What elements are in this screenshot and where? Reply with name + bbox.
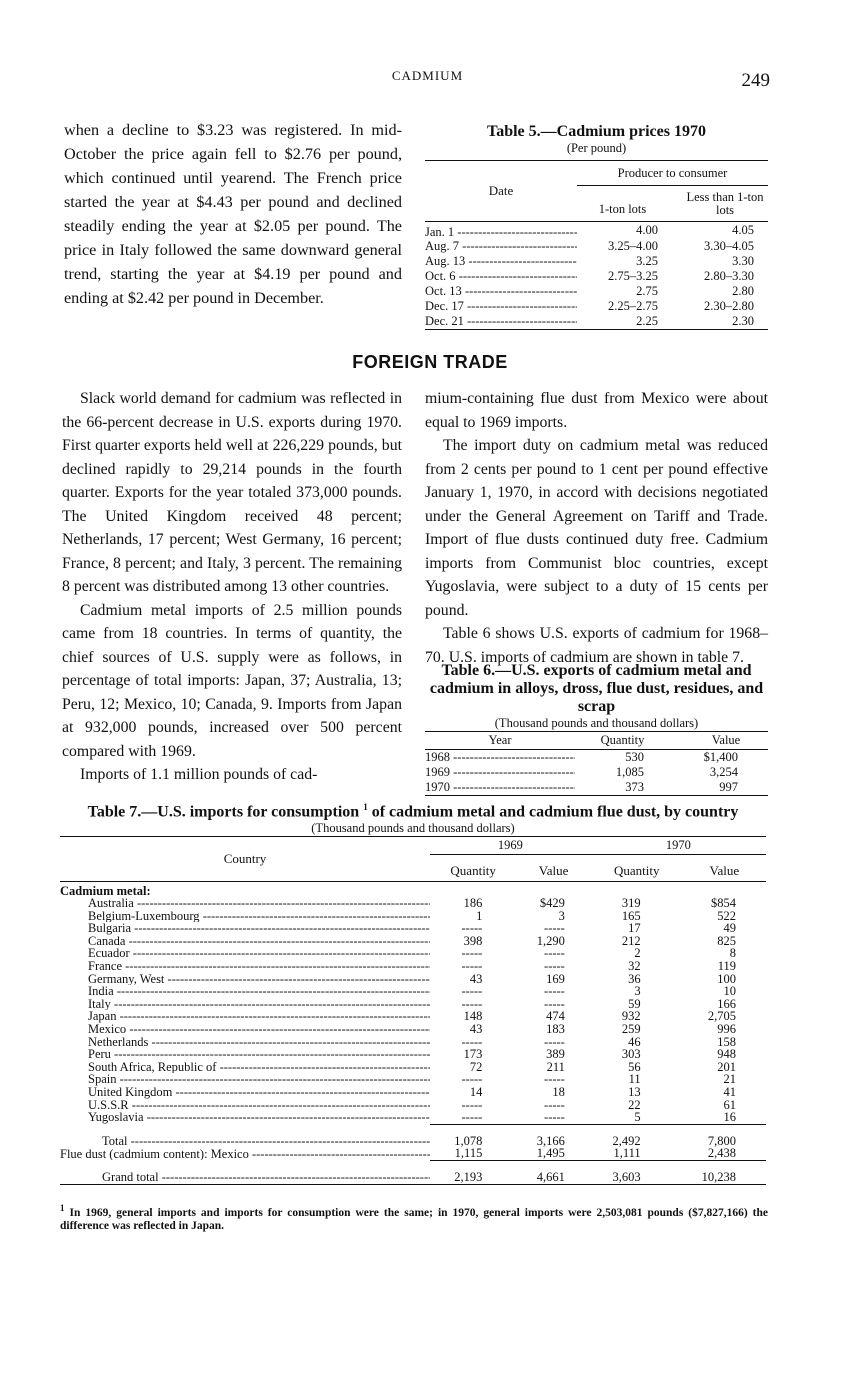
table-6-value-cell: $1,400 (703, 750, 738, 764)
table-7-grand-q70: 3,603 (591, 1160, 683, 1183)
table-5-b-cell: 3.30 (732, 253, 754, 268)
table-7-q69-cell: ----- (461, 921, 483, 936)
table-7-year-1970: 1970 (591, 837, 766, 855)
table-row (425, 254, 768, 269)
paragraph: Slack world demand for cadmium was reflected in the 66-percent decrease in U.S. exports during 1970. First quarter exports held well at 226,229 pounds, but declined rapidly to 29,214 pounds in the fourth quarter. Exports for the year totaled 373,000 pounds. The United Kingdom received 48 percent; Netherlands, 17 percent; West Germany, 16 percent; France, 8 percent; and Italy, 3 percent. The remaining 8 percent was distributed among 13 other countries. (62, 390, 402, 595)
table-5-subtitle: (Per pound) (566, 141, 627, 155)
table-5-date-cell: Dec. 21 ----- (425, 314, 577, 329)
table-5-date-cell: Oct. 6 ----- (425, 269, 577, 284)
table-row (60, 998, 766, 1011)
table-5-date-cell: Oct. 13 ----- (425, 284, 577, 299)
table-7-q70-cell: 13 (628, 1085, 641, 1100)
running-head: CADMIUM (391, 68, 464, 83)
table-7-q70-cell: 319 (621, 896, 641, 911)
table-7-flue-label: Flue dust (cadmium content): Mexico ----- (60, 1147, 430, 1160)
table-5-title: Table 5.—Cadmium prices 1970 (487, 123, 706, 140)
table-7-q69-cell: ----- (461, 1072, 483, 1087)
table-row (425, 239, 768, 254)
table-7-title-rest: of cadmium metal and cadmium flue dust, by country (371, 803, 739, 821)
table-7-total-v69: 3,166 (516, 1124, 591, 1147)
table-6-year-cell: 1968 ----- (425, 750, 575, 766)
table-7-v70-cell: 21 (723, 1072, 736, 1087)
table-7-v69-cell: ----- (544, 946, 565, 961)
table-7-q69-cell: 186 (463, 896, 483, 911)
table-5-date-cell: Aug. 13 ----- (425, 254, 577, 269)
table-7-group-label: Cadmium metal: (60, 883, 151, 898)
table-7-title-main: Table 7.—U.S. imports for consumption (87, 803, 360, 821)
table-5-a-cell: 2.25–2.75 (608, 298, 658, 313)
table-7-q69-cell: 173 (463, 1047, 483, 1062)
table-7-flue-q69: 1,115 (454, 1146, 483, 1161)
table-7-q70-cell: 17 (628, 921, 641, 936)
table-7-country-cell: Netherlands ----- (60, 1036, 430, 1049)
table-7-v69-cell: 474 (546, 1009, 565, 1024)
table-7-q69-cell: 43 (469, 1022, 483, 1037)
table-5-date-cell: Jan. 1 ----- (425, 222, 577, 239)
table-row (60, 973, 766, 986)
table-7-grand-label: Grand total ----- (60, 1160, 430, 1183)
table-7-v70-cell: 8 (729, 946, 736, 961)
table-7-v69-cell: ----- (544, 921, 565, 936)
paragraph: Imports of 1.1 million pounds of cad- (80, 766, 318, 783)
table-7-q69-cell: ----- (461, 946, 483, 961)
table-7-q70-header: Quantity (614, 862, 660, 878)
table-row (60, 1048, 766, 1061)
table-5-b-cell: 4.05 (732, 222, 754, 237)
table-7-v70-cell: 948 (717, 1047, 736, 1062)
intro-column (64, 118, 402, 310)
table-7-v69-cell: ----- (544, 996, 565, 1011)
table-7-q69-header: Quantity (450, 862, 496, 878)
table-7-v70-cell: 119 (717, 959, 736, 974)
table-5 (425, 122, 768, 330)
table-7-flue-q70: 1,111 (613, 1146, 641, 1161)
table-6-quantity-cell: 530 (625, 750, 644, 764)
table-row (60, 1073, 766, 1086)
table-7-country-cell: Germany, West ----- (60, 973, 430, 986)
footnote (60, 1202, 768, 1233)
table-5-date-cell: Aug. 7 ----- (425, 239, 577, 254)
table-7-v70-cell: 16 (723, 1110, 736, 1125)
table-6-title: Table 6.—U.S. exports of cadmium metal and cadmium in alloys, dross, flue dust, residues, and scrap (429, 662, 764, 715)
table-7-q69-cell: ----- (461, 959, 483, 974)
table-7-v70-cell: 166 (717, 996, 736, 1011)
table-5-b-cell: 2.80 (732, 283, 754, 298)
table-7-v69-cell: ----- (544, 959, 565, 974)
table-6-subtitle: (Thousand pounds and thousand dollars) (494, 716, 699, 730)
table-7-v69-cell: $429 (539, 896, 565, 911)
table-row (425, 750, 768, 766)
table-6-grid (425, 731, 768, 795)
table-7-v70-cell: 100 (717, 971, 736, 986)
table-7-total-q69: 1,078 (430, 1124, 516, 1147)
table-6-value-cell: 3,254 (709, 765, 738, 779)
table-5-a-cell: 2.75 (636, 283, 658, 298)
table-row (60, 935, 766, 948)
table-7-country-cell: Belgium-Luxembourg ----- (60, 910, 430, 923)
table-7-q70-cell: 212 (621, 933, 641, 948)
table-7-title (60, 798, 766, 821)
table-7-v69-cell: ----- (544, 1110, 565, 1125)
table-7-year-1969: 1969 (430, 837, 591, 855)
table-7-country-cell: Bulgaria ----- (60, 922, 430, 935)
table-row (60, 985, 766, 998)
table-5-b-cell: 2.80–3.30 (704, 268, 754, 283)
table-7-flue-row (60, 1147, 766, 1160)
table-7-q70-cell: 5 (634, 1110, 641, 1125)
table-7-country-cell: Yugoslavia ----- (60, 1111, 430, 1124)
table-7-country-cell: Spain ----- (60, 1073, 430, 1086)
table-7-q70-cell: 32 (628, 959, 641, 974)
table-6-quantity-header: Quantity (600, 733, 645, 747)
table-7-country-cell: Canada ----- (60, 935, 430, 948)
table-5-a-cell: 3.25 (636, 253, 658, 268)
table-7-v69-cell: 169 (546, 971, 565, 986)
table-7-q70-cell: 932 (621, 1009, 641, 1024)
table-7-q70-cell: 303 (621, 1047, 641, 1062)
table-7-country-cell: Ecuador ----- (60, 947, 430, 960)
table-5-b-cell: 2.30–2.80 (704, 298, 754, 313)
table-7-q70-cell: 3 (634, 984, 641, 999)
table-row (425, 314, 768, 329)
table-5-date-cell: Dec. 17 ----- (425, 299, 577, 314)
footnote-mark: 1 (60, 1203, 65, 1213)
table-6-quantity-cell: 1,085 (615, 765, 644, 779)
table-7-q70-cell: 2 (634, 946, 641, 961)
table-7-v70-cell: 201 (717, 1059, 736, 1074)
table-7-q70-cell: 165 (621, 908, 641, 923)
table-row (425, 284, 768, 299)
table-row (60, 897, 766, 910)
table-row (60, 1086, 766, 1099)
table-7-country-cell: Italy ----- (60, 998, 430, 1011)
table-7-v70-cell: 61 (723, 1097, 736, 1112)
table-7-v69-cell: ----- (544, 1097, 565, 1112)
table-7-country-cell: Peru ----- (60, 1048, 430, 1061)
table-7-q69-cell: 1 (476, 908, 483, 923)
table-6-year-cell: 1970 ----- (425, 780, 575, 795)
table-5-col-b-header: Less than 1-ton lots (686, 190, 764, 217)
footnote-marker: 1 (363, 802, 368, 812)
table-row (60, 1023, 766, 1036)
table-7-flue-v69: 1,495 (536, 1146, 565, 1161)
table-7-q69-cell: ----- (461, 984, 483, 999)
table-7-v70-header: Value (709, 862, 740, 878)
table-5-date-header: Date (488, 183, 514, 198)
table-7-country-cell: Mexico ----- (60, 1023, 430, 1036)
table-7-v70-cell: 2,705 (707, 1009, 736, 1024)
footnote-text: In 1969, general imports and imports for consumption were the same; in 1970, general imports were 2,503,081 pounds ($7,827,166) the difference was reflected in Japan. (60, 1206, 769, 1232)
paragraph: Cadmium metal imports of 2.5 million pounds came from 18 countries. In terms of quantity, the chief sources of U.S. supply were as follows, in percentage of total imports: Japan, 37; Australia, 13; Peru, 12; Mexico, 10; Canada, 9. Imports from Japan at 932,000 pounds, increased over 500 percent compared with 1969. (62, 601, 402, 760)
table-row (425, 269, 768, 284)
table-7-country-cell: India ----- (60, 985, 430, 998)
table-7-v69-cell: 389 (546, 1047, 565, 1062)
table-7-country-cell: Australia ----- (60, 897, 430, 910)
table-6-year-header: Year (488, 733, 512, 747)
table-7-v69-cell: ----- (544, 984, 565, 999)
paragraph: mium-containing flue dust from Mexico were about equal to 1969 imports. (425, 390, 768, 431)
left-text-column (62, 387, 402, 787)
table-7-q70-cell: 11 (628, 1072, 641, 1087)
table-7-q69-cell: 72 (469, 1059, 483, 1074)
table-7-q70-cell: 22 (628, 1097, 641, 1112)
table-7-country-header: Country (223, 850, 267, 866)
table-7-grand-q69: 2,193 (430, 1160, 516, 1183)
table-6-value-cell: 997 (719, 780, 738, 794)
table-row (425, 299, 768, 314)
table-7-q69-cell: 14 (469, 1085, 483, 1100)
table-6-year-cell: 1969 ----- (425, 765, 575, 780)
table-row (60, 960, 766, 973)
table-7-country-cell: United Kingdom ----- (60, 1086, 430, 1099)
table-6 (425, 662, 768, 796)
table-7-country-cell: France ----- (60, 960, 430, 973)
table-7-v70-cell: 825 (717, 933, 736, 948)
table-7-country-cell: South Africa, Republic of ----- (60, 1061, 430, 1074)
table-7-v70-cell: 41 (723, 1085, 736, 1100)
table-5-a-cell: 4.00 (636, 222, 658, 237)
intro-paragraph: when a decline to $3.23 was registered. In mid-October the price again fell to $2.76 per pound, which continued until yearend. The French price started the year at $4.43 per pound and declined steadily ending the year at $2.05 per pound. The price in Italy followed the same downward general trend, starting the year at $4.19 per pound and ending at $2.42 per pound in December. (64, 121, 402, 307)
table-7-q69-cell: ----- (461, 1110, 483, 1125)
table-7-grand-row (60, 1160, 766, 1183)
table-5-a-cell: 3.25–4.00 (608, 238, 658, 253)
table-5-a-cell: 2.25 (636, 313, 658, 328)
table-7-v70-cell: 49 (723, 921, 736, 936)
table-7-grand-v69: 4,661 (516, 1160, 591, 1183)
table-7-q70-cell: 259 (621, 1022, 641, 1037)
table-7-flue-v70: 2,438 (707, 1146, 736, 1161)
table-5-group-header: Producer to consumer (577, 161, 768, 186)
table-7-v69-cell: 3 (558, 908, 565, 923)
table-5-b-cell: 2.30 (732, 313, 754, 328)
table-row (425, 222, 768, 239)
table-7-country-cell: Japan ----- (60, 1010, 430, 1023)
table-7-v69-cell: ----- (544, 1072, 565, 1087)
table-row (60, 1010, 766, 1023)
table-6-value-header: Value (711, 733, 741, 747)
table-7-q69-cell: ----- (461, 996, 483, 1011)
table-row (60, 922, 766, 935)
table-7-bottom-rule (60, 1184, 766, 1185)
table-6-quantity-cell: 373 (625, 780, 644, 794)
table-7-v70-cell: 996 (717, 1022, 736, 1037)
table-7-q69-cell: ----- (461, 1097, 483, 1112)
table-7-country-cell: U.S.S.R ----- (60, 1099, 430, 1112)
table-7-v69-cell: 1,290 (536, 933, 565, 948)
table-7-v69-header: Value (538, 862, 569, 878)
table-7-v70-cell: 158 (717, 1034, 736, 1049)
table-row (60, 1099, 766, 1112)
table-7-grand-v70: 10,238 (683, 1160, 766, 1183)
table-7-q70-cell: 56 (628, 1059, 641, 1074)
table-7-v70-cell: $854 (711, 896, 736, 911)
paragraph: The import duty on cadmium metal was reduced from 2 cents per pound to 1 cent per pound effective January 1, 1970, in accord with decisions negotiated under the General Agreement on Tariff and Trade. Import of flue dusts continued duty free. Cadmium imports from Communist bloc countries, except Yugoslavia, were subject to a duty of 15 cents per pound. (425, 437, 768, 619)
table-7-grid (60, 836, 766, 1183)
right-text-column (425, 387, 768, 669)
table-row (425, 780, 768, 795)
table-row (60, 1061, 766, 1074)
section-heading: FOREIGN TRADE (352, 352, 508, 372)
table-7-total-v70: 7,800 (683, 1124, 766, 1147)
table-6-bottom-rule (425, 795, 768, 796)
table-7-q70-cell: 36 (628, 971, 641, 986)
table-7-q70-cell: 46 (628, 1034, 641, 1049)
table-row (60, 947, 766, 960)
table-7-q69-cell: ----- (461, 1034, 483, 1049)
table-5-a-cell: 2.75–3.25 (608, 268, 658, 283)
table-7-total-q70: 2,492 (591, 1124, 683, 1147)
table-7 (60, 798, 766, 1185)
page-number: 249 (741, 70, 770, 91)
table-7-v70-cell: 522 (717, 908, 736, 923)
table-7-total-row (60, 1124, 766, 1147)
paragraph: Table 6 shows U.S. exports of cadmium for 1968–70. U.S. imports of cadmium are shown in table 7. (425, 625, 768, 666)
table-5-col-a-header: 1-ton lots (598, 202, 647, 216)
table-7-v69-cell: ----- (544, 1034, 565, 1049)
table-5-bottom-rule (425, 329, 768, 330)
table-row (425, 765, 768, 780)
table-7-v70-cell: 10 (723, 984, 736, 999)
table-7-q69-cell: 43 (469, 971, 483, 986)
table-5-grid (425, 160, 768, 329)
table-7-v69-cell: 183 (546, 1022, 565, 1037)
table-row (60, 1036, 766, 1049)
table-7-subtitle: (Thousand pounds and thousand dollars) (311, 821, 515, 836)
table-row (60, 1111, 766, 1124)
table-7-total-label: Total ----- (60, 1124, 430, 1147)
table-7-v69-cell: 18 (552, 1085, 565, 1100)
table-7-q70-cell: 59 (628, 996, 641, 1011)
table-7-q69-cell: 148 (463, 1009, 483, 1024)
table-7-q69-cell: 398 (463, 933, 483, 948)
table-5-b-cell: 3.30–4.05 (704, 238, 754, 253)
table-7-v69-cell: 211 (546, 1059, 565, 1074)
table-row (60, 910, 766, 923)
